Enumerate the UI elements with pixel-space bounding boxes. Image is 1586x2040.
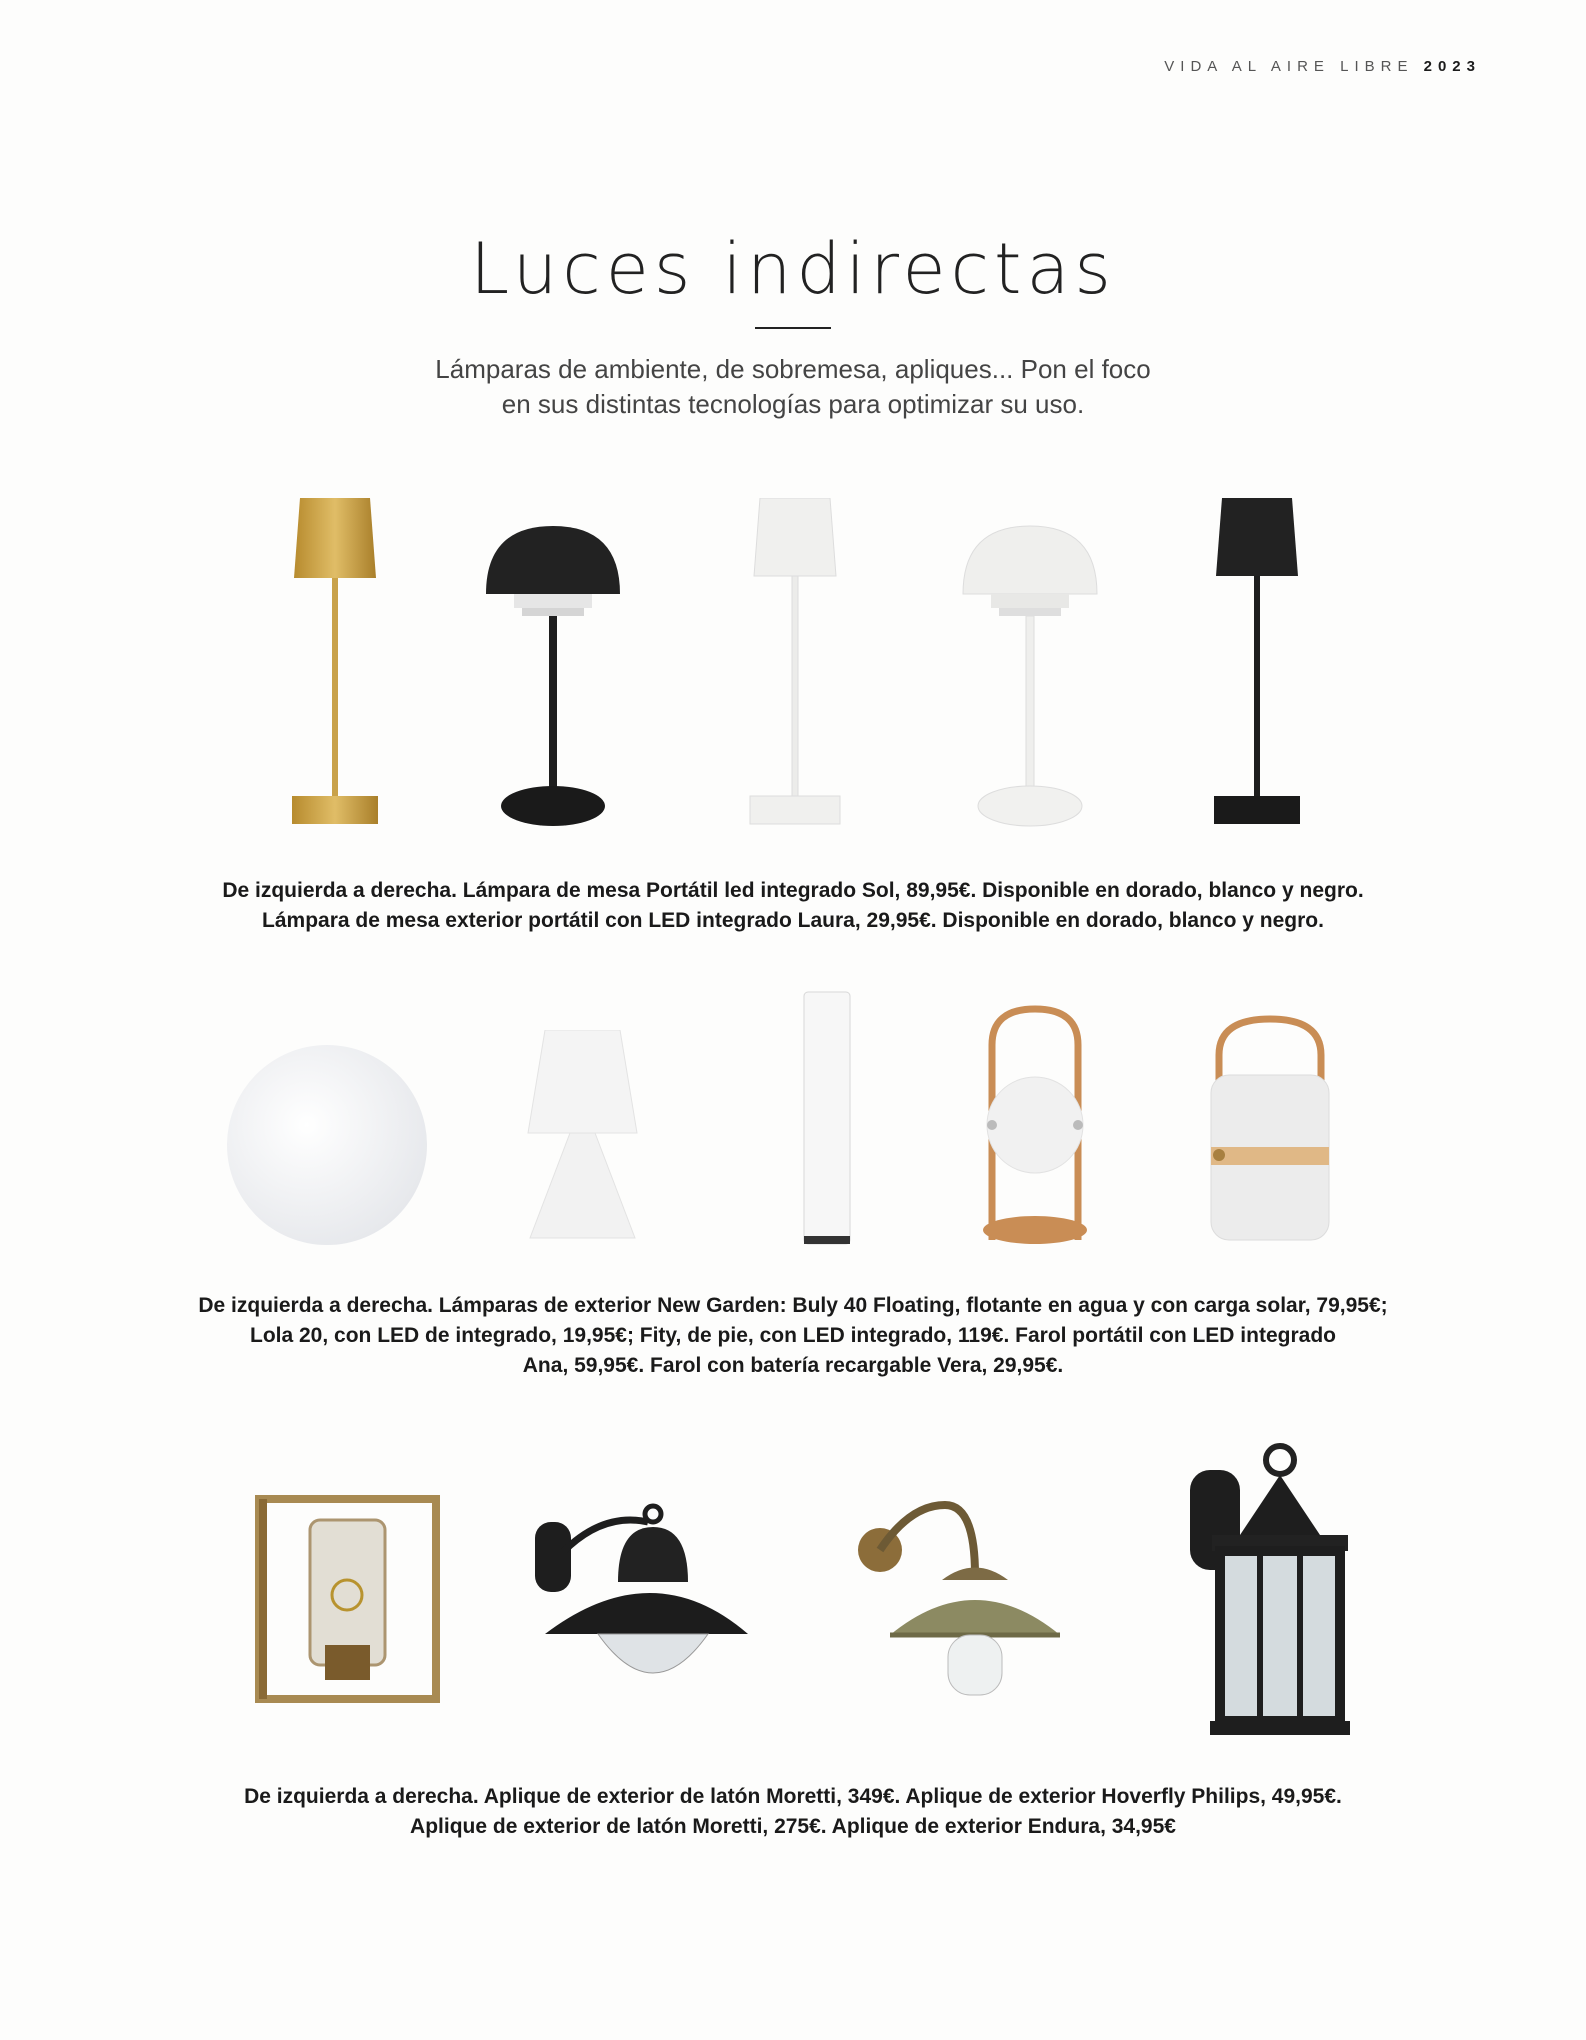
caption-table-lamps	[0, 876, 1586, 936]
subtitle-line: Lámparas de ambiente, de sobremesa, apliques... Pon el foco	[435, 354, 1151, 384]
caption-wall-lights	[0, 1782, 1586, 1842]
gold-table-lamp-image	[280, 498, 390, 828]
hoverfly-wall-light-image	[533, 1492, 753, 1702]
caption-line: De izquierda a derecha. Lámpara de mesa Portátil led integrado Sol, 89,95€. Disponible en dorado, blanco y negro.	[222, 879, 1364, 902]
floor-column-lamp-image	[802, 990, 852, 1247]
black-mushroom-lamp-image	[478, 522, 628, 828]
section-header	[1164, 58, 1481, 75]
title-divider	[755, 327, 831, 329]
caption-line: Ana, 59,95€. Farol con batería recargable Vera, 29,95€.	[522, 1354, 1064, 1377]
caption-line: De izquierda a derecha. Lámparas de exterior New Garden: Buly 40 Floating, flotante en agua y con carga solar, 79,95€;	[198, 1294, 1388, 1317]
ana-lantern-image	[978, 1005, 1093, 1245]
subtitle-line: en sus distintas tecnologías para optimizar su uso.	[501, 389, 1085, 419]
caption-line: De izquierda a derecha. Aplique de exterior de latón Moretti, 349€. Aplique de exterior Hoverfly Philips, 49,95€.	[244, 1785, 1342, 1808]
caption-ambient-lamps	[0, 1291, 1586, 1381]
lola-lamp-image	[525, 1030, 640, 1240]
white-mushroom-lamp-image	[955, 522, 1105, 828]
page-title: Luces indirectas	[470, 228, 1116, 310]
page-subtitle	[0, 352, 1586, 422]
caption-line: Lola 20, con LED de integrado, 19,95€; Fity, de pie, con LED integrado, 119€. Farol portátil con LED integrado	[250, 1324, 1336, 1347]
white-table-lamp-image	[740, 498, 850, 828]
section-year: 2023	[1423, 58, 1481, 75]
endura-lantern-wall-light-image	[1180, 1440, 1360, 1745]
moretti-gooseneck-wall-light-image	[850, 1485, 1090, 1710]
caption-line: Lámpara de mesa exterior portátil con LED integrado Laura, 29,95€. Disponible en dorado, blanco y negro.	[262, 909, 1324, 932]
black-table-lamp-image	[1202, 498, 1312, 828]
caption-line: Aplique de exterior de latón Moretti, 275€. Aplique de exterior Endura, 34,95€	[410, 1815, 1176, 1838]
section-name: VIDA AL AIRE LIBRE	[1164, 58, 1414, 75]
vera-lantern-image	[1205, 1015, 1335, 1245]
sphere-lamp-image	[222, 1045, 432, 1245]
moretti-box-wall-light-image	[255, 1495, 440, 1705]
